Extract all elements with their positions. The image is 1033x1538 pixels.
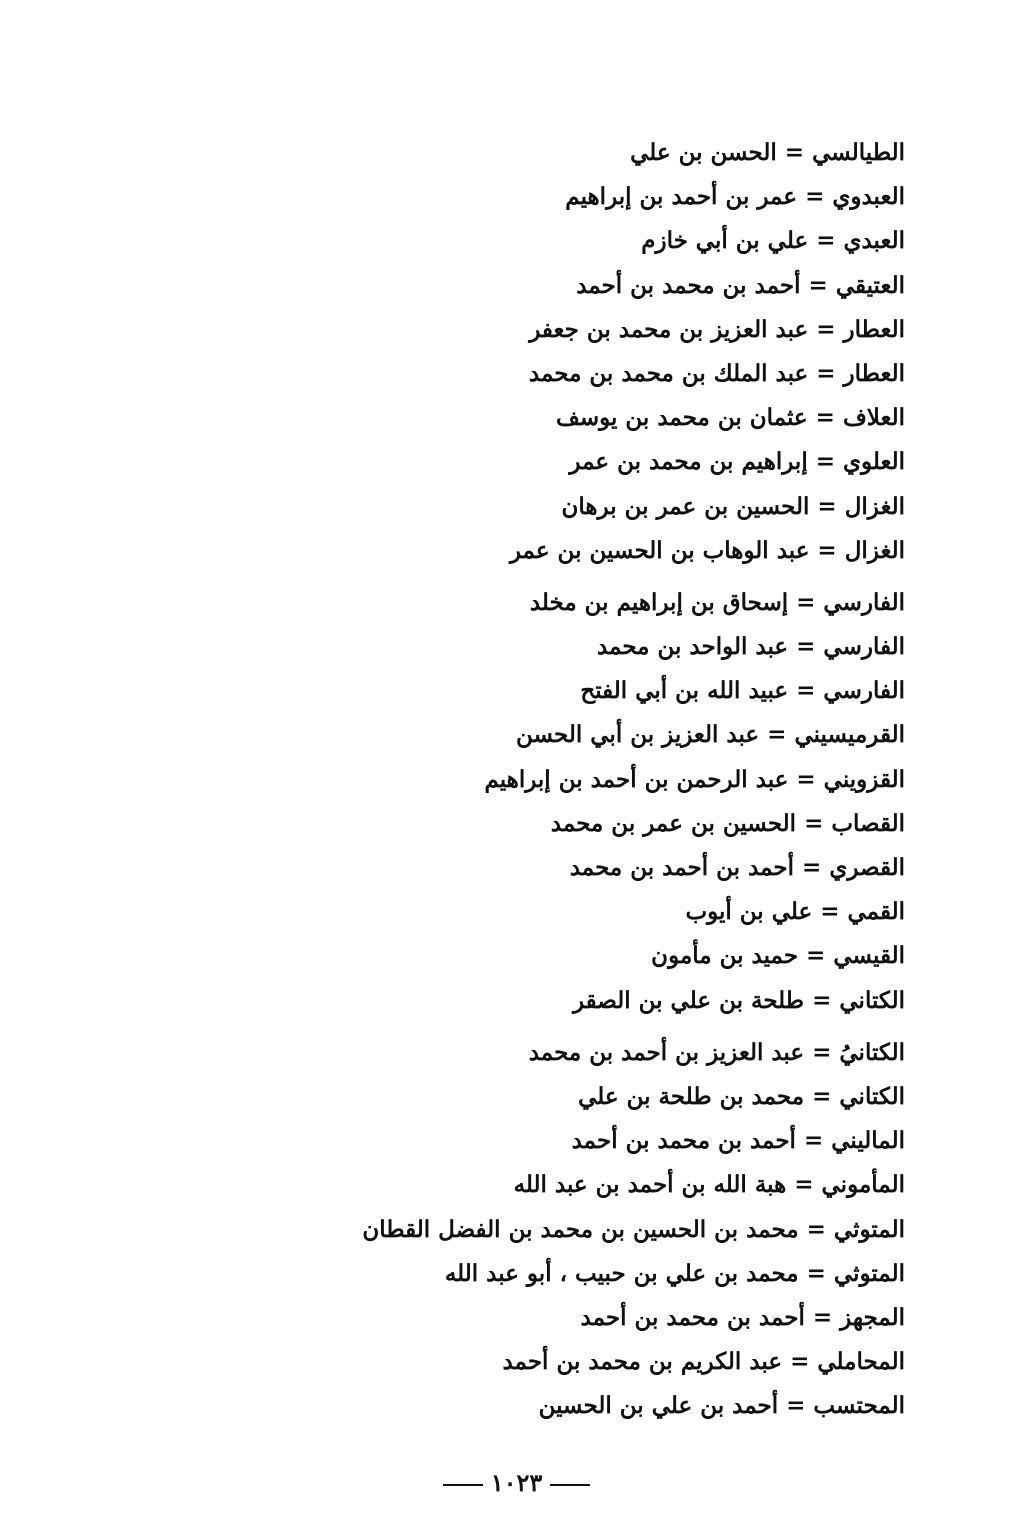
entry: المجهز = أحمد بن محمد بن أحمد xyxy=(580,1303,905,1331)
entry: المتوثي = محمد بن علي بن حبيب ، أبو عبد الله xyxy=(444,1259,905,1287)
footer-dash-right xyxy=(550,1484,590,1486)
page-number: ١٠٢٣ xyxy=(490,1468,543,1497)
entry: الغزال = الحسين بن عمر بن برهان xyxy=(561,492,905,520)
entry: الغزال = عبد الوهاب بن الحسين بن عمر xyxy=(509,536,905,564)
entry: الفارسي = إسحاق بن إبراهيم بن مخلد xyxy=(529,588,905,616)
entry: المحاملي = عبد الكريم بن محمد بن أحمد xyxy=(502,1348,905,1376)
entry: القمي = علي بن أيوب xyxy=(685,898,905,926)
entry: العطار = عبد الملك بن محمد بن محمد xyxy=(528,359,905,387)
entry: الكتاني = طلحة بن علي بن الصقر xyxy=(572,986,905,1014)
entry: العلاف = عثمان بن محمد بن يوسف xyxy=(556,404,905,432)
entry: المأموني = هبة الله بن أحمد بن عبد الله xyxy=(513,1171,905,1199)
entry: الكتانيُ = عبد العزيز بن أحمد بن محمد xyxy=(528,1038,905,1066)
entry: العطار = عبد العزيز بن محمد بن جعفر xyxy=(529,315,905,343)
entry: العبدوي = عمر بن أحمد بن إبراهيم xyxy=(565,183,905,211)
entry: الفارسي = عبد الواحد بن محمد xyxy=(596,633,905,661)
entry-list xyxy=(345,131,905,1428)
entry: الكتاني = محمد بن طلحة بن علي xyxy=(578,1082,905,1110)
entry: الفارسي = عبيد الله بن أبي الفتح xyxy=(580,677,905,705)
entry: القيسي = حميد بن مأمون xyxy=(651,942,905,970)
entry: القرميسيني = عبد العزيز بن أبي الحسن xyxy=(515,721,905,749)
entry: العبدي = علي بن أبي خازم xyxy=(641,227,905,255)
entry: المحتسب = أحمد بن علي بن الحسين xyxy=(538,1392,905,1420)
entry: الماليني = أحمد بن محمد بن أحمد xyxy=(571,1127,905,1155)
entry: العلوي = إبراهيم بن محمد بن عمر xyxy=(569,448,905,476)
footer-dash-left xyxy=(443,1484,483,1486)
entry: العتيقي = أحمد بن محمد بن أحمد xyxy=(576,271,905,299)
page-footer xyxy=(0,1468,1033,1497)
entry: المتوثي = محمد بن الحسين بن محمد بن الفضل القطان xyxy=(362,1215,905,1243)
entry: القصري = أحمد بن أحمد بن محمد xyxy=(569,854,905,881)
entry: الطيالسي = الحسن بن علي xyxy=(630,139,905,166)
entry: القزويني = عبد الرحمن بن أحمد بن إبراهيم xyxy=(484,765,905,793)
entry: القصاب = الحسين بن عمر بن محمد xyxy=(550,809,905,837)
